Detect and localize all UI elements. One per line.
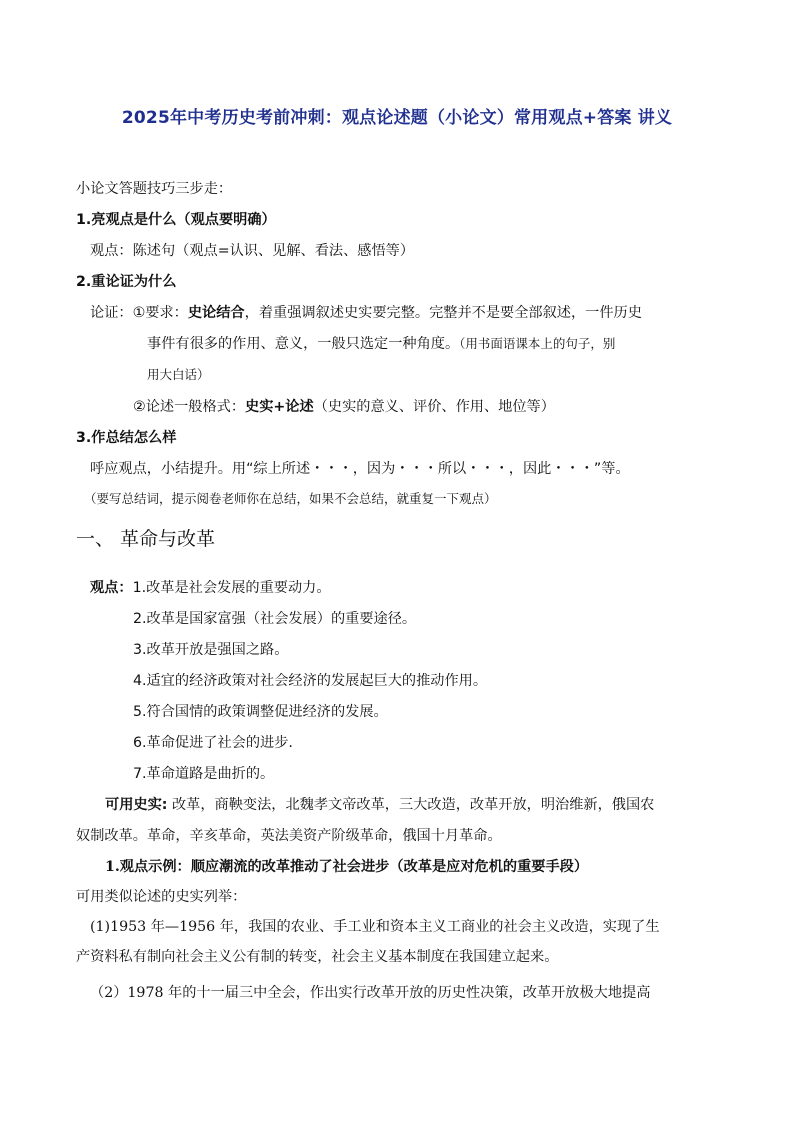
- facts-line-1: [105, 794, 654, 814]
- step2-req-bold: 史论结合: [187, 305, 245, 321]
- step2-req-prefix: 论证：①要求：: [90, 305, 188, 321]
- viewpoints-label: 观点：: [90, 580, 133, 596]
- viewpoint-item-6: 6.革命促进了社会的进步.: [133, 735, 293, 751]
- step1-heading: 1.亮观点是什么（观点要明确）: [76, 212, 276, 228]
- viewpoint-item-5: 5.符合国情的政策调整促进经济的发展。: [133, 704, 388, 720]
- step2-req-note1: （用书面语课本上的句子，别: [459, 336, 616, 351]
- viewpoint-text-1: 1.改革是社会发展的重要动力。: [132, 580, 331, 596]
- step1-body: 观点：陈述句（观点=认识、见解、看法、感悟等）: [90, 243, 415, 259]
- step2-requirement-line2: [147, 333, 615, 353]
- step2-requirement-line: [90, 302, 642, 322]
- section1-title: 一、 革命与改革: [76, 528, 216, 550]
- intro-heading: 小论文答题技巧三步走：: [76, 181, 233, 197]
- step2-fmt-prefix: ②论述一般格式：: [133, 399, 246, 415]
- viewpoint-item-3: 3.改革开放是强国之路。: [133, 642, 289, 658]
- viewpoint-item-1: [90, 577, 331, 597]
- step2-format-line: [133, 396, 555, 416]
- viewpoint-item-2: 2.改革是国家富强（社会发展）的重要途径。: [133, 611, 417, 627]
- step3-heading: 3.作总结怎么样: [76, 430, 177, 446]
- step2-heading: 2.重论证为什么: [76, 274, 177, 290]
- example-heading: 1.观点示例：顺应潮流的改革推动了社会进步（改革是应对危机的重要手段）: [105, 859, 589, 875]
- viewpoint-item-7: 7.革命道路是曲折的。: [133, 766, 275, 782]
- step2-req-note2: 用大白话）: [147, 367, 210, 382]
- step2-req-rest: ，着重强调叙述史实要完整。完整并不是要全部叙述，一件历史: [244, 305, 642, 321]
- facts-text-1: 改革，商鞅变法，北魏孝文帝改革，三大改造，改革开放，明治维新，俄国农: [167, 797, 655, 813]
- facts-line-2: 奴制改革。革命，辛亥革命，英法美资产阶级革命，俄国十月革命。: [76, 828, 502, 844]
- fact-item-1-line-2: 产资料私有制向社会主义公有制的转变，社会主义基本制度在我国建立起来。: [76, 949, 559, 965]
- example-intro: 可用类似论述的史实列举：: [76, 889, 247, 905]
- step2-req-line2: 事件有很多的作用、意义，一般只选定一种角度。: [147, 336, 460, 352]
- document-title: 2025年中考历史考前冲刺：观点论述题（小论文）常用观点+答案 讲义: [121, 108, 673, 128]
- step3-body: 呼应观点，小结提升。用“综上所述・・・，因为・・・所以・・・，因此・・・”等。: [90, 461, 630, 477]
- viewpoint-item-4: 4.适宜的经济政策对社会经济的发展起巨大的推动作用。: [133, 673, 488, 689]
- step2-fmt-bold: 史实+论述: [245, 399, 314, 415]
- fact-item-2-line-1: （2）1978 年的十一届三中全会，作出实行改革开放的历史性决策，改革开放极大地提高: [90, 985, 651, 1001]
- step2-fmt-rest: （史实的意义、评价、作用、地位等）: [313, 399, 555, 415]
- facts-label: 可用史实:: [105, 797, 168, 813]
- fact-item-1-line-1: (1)1953 年—1956 年，我国的农业、手工业和资本主义工商业的社会主义改造，实现了生: [90, 919, 660, 935]
- step3-note: （要写总结词，提示阅卷老师你在总结，如果不会总结，就重复一下观点）: [84, 491, 497, 506]
